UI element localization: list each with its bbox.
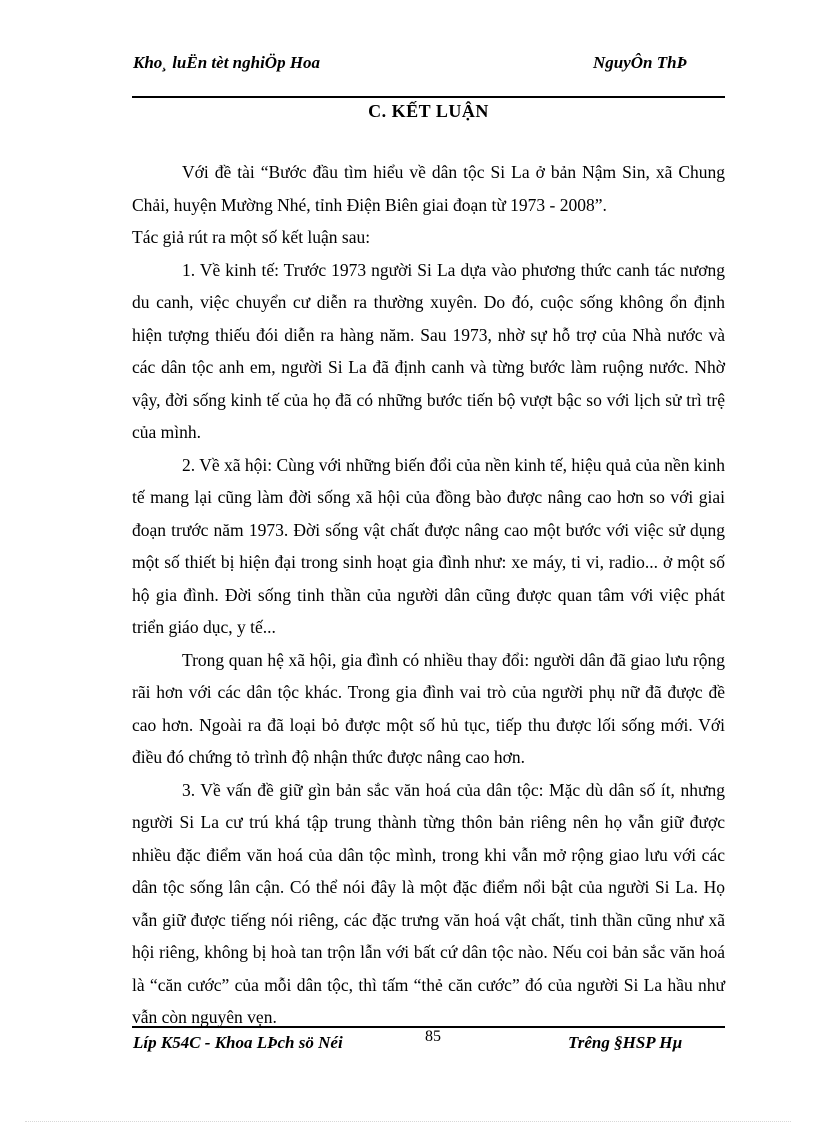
section-title: C. KẾT LUẬN [368, 101, 489, 121]
body-text [132, 156, 725, 1034]
page-number: 85 [425, 1028, 441, 1045]
footer-right-text: Trêng §HSP Hµ [568, 1033, 683, 1052]
header-right-text: NguyÔn ThÞ [593, 53, 687, 72]
paragraph-intro: Với đề tài “Bước đầu tìm hiểu về dân tộc Si La ở bản Nậm Sin, xã Chung Chải, huyện Mường Nhé, tỉnh Điện Biên giai đoạn từ 1973 - 2008”. [132, 162, 725, 215]
paragraph-social-relations: Trong quan hệ xã hội, gia đình có nhiều thay đổi: người dân đã giao lưu rộng rãi hơn với các dân tộc khác. Trong gia đình vai trò của người phụ nữ đã được đề cao hơn. Ngoài ra đã loại bỏ được một số hủ tục, tiếp thu được lối sống mới. Với điều đó chứng tỏ trình độ nhận thức được nâng cao hơn. [132, 649, 725, 767]
paragraph-society: 2. Về xã hội: Cùng với những biến đổi của nền kinh tế, hiệu quả của nền kinh tế mang lại cũng làm đời sống xã hội của đồng bào được nâng cao hơn so với giai đoạn trước năm 1973. Đời sống vật chất được nâng cao một bước với việc sử dụng một số thiết bị hiện đại trong sinh hoạt gia đình như: xe máy, ti vi, radio... ở một số hộ gia đình. Đời sống tinh thần của người dân cũng được quan tâm với việc phát triển giáo dục, y tế... [132, 454, 725, 637]
paragraph-culture: 3. Về vấn đề giữ gìn bản sắc văn hoá của dân tộc: Mặc dù dân số ít, nhưng người Si La cư trú khá tập trung thành từng thôn bản riêng nên họ vẫn giữ được nhiều đặc điểm văn hoá của dân tộc mình, trong khi vẫn mở rộng giao lưu với các dân tộc sống lân cận. Có thể nói đây là một đặc điểm nổi bật của người Si La. Họ vẫn giữ được tiếng nói riêng, các đặc trưng văn hoá vật chất, tinh thần cũng như xã hội riêng, không bị hoà tan trộn lẫn với bất cứ dân tộc nào. Nếu coi bản sắc văn hoá là “căn cước” của mỗi dân tộc, thì tấm “thẻ căn cước” đó của người Si La hầu như vẫn còn nguyên vẹn. [132, 779, 725, 1027]
header-rule [132, 96, 725, 98]
footer-left-text: Líp K54C - Khoa LÞch sö Néi [133, 1033, 343, 1052]
paragraph-conclusion-lead: Tác giả rút ra một số kết luận sau: [132, 227, 371, 247]
paragraph-economy: 1. Về kinh tế: Trước 1973 người Si La dựa vào phương thức canh tác nương du canh, việc chuyển cư diễn ra thường xuyên. Do đó, cuộc sống không ổn định hiện tượng thiếu đói diễn ra hàng năm. Sau 1973, nhờ sự hỗ trợ của Nhà nước và các dân tộc anh em, người Si La đã định canh và từng bước làm ruộng nước. Nhờ vậy, đời sống kinh tế của họ đã có những bước tiến bộ vượt bậc so với lịch sử trì trệ của mình. [132, 259, 725, 442]
header-left-text: Kho¸ luËn tèt nghiÖp Hoa [133, 53, 321, 72]
page-bottom-dotted-border [25, 1121, 791, 1122]
